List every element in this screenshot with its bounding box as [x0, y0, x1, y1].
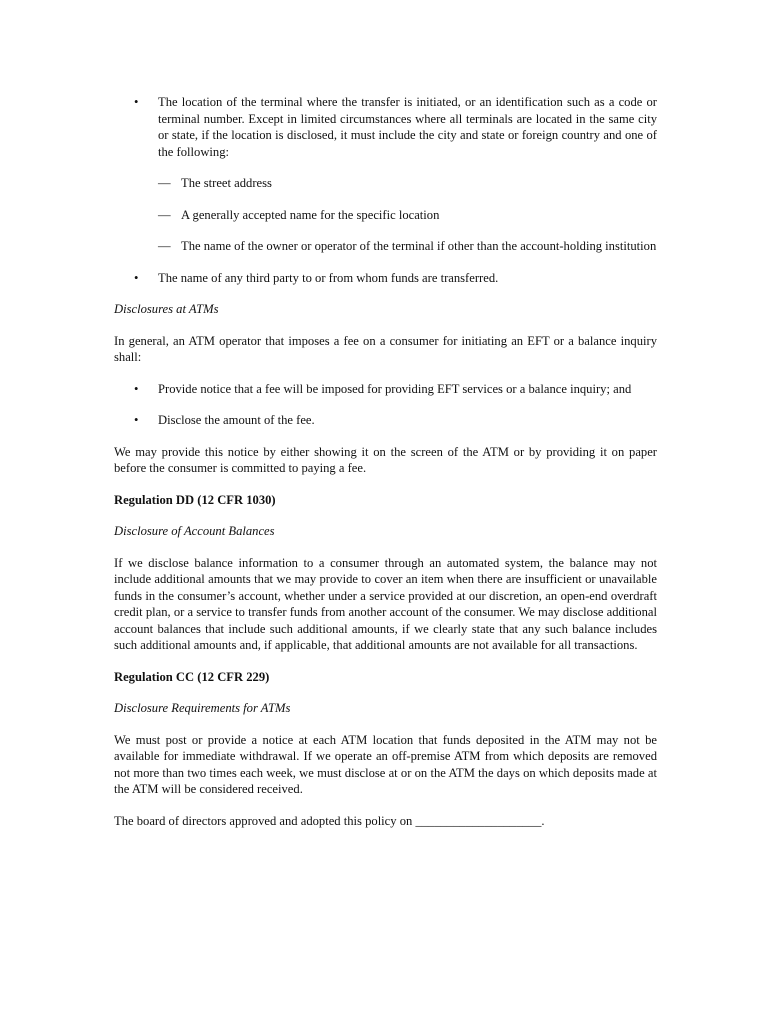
regulation-dd-title: Regulation DD (12 CFR 1030): [114, 492, 276, 507]
bullet-third-party: [114, 270, 657, 287]
dash-marker: —: [158, 239, 171, 253]
dash-text: A generally accepted name for the specific location: [181, 207, 440, 222]
bullet-fee-notice: [114, 381, 657, 398]
bullet-marker: •: [134, 413, 139, 427]
dash-marker: —: [158, 207, 171, 222]
atm-requirements-heading: Disclosure Requirements for ATMs: [114, 701, 291, 715]
bullet-fee-amount: [114, 412, 657, 429]
dash-item-location-name: [114, 207, 657, 224]
atm-disclosures-heading: Disclosures at ATMs: [114, 302, 219, 316]
dash-item-street-address: [114, 175, 657, 192]
dash-item-owner-operator: [114, 238, 657, 255]
bullet-text: Disclose the amount of the fee.: [158, 413, 315, 427]
bullet-marker: •: [134, 270, 139, 285]
bullet-terminal-location: [114, 94, 657, 160]
atm-requirements-paragraph: We must post or provide a notice at each ATM location that funds deposited in the ATM may not be available for immediate withdrawal. If we operate an off-premise ATM from which deposits are removed not more than two times each week, we must disclose at or on the ATM the days on which deposits made at the ATM will be considered received.: [114, 732, 657, 796]
dash-marker: —: [158, 176, 171, 190]
dash-text: The street address: [181, 176, 272, 190]
dash-text: The name of the owner or operator of the terminal if other than the account-holding institution: [181, 239, 657, 253]
regulation-cc-title: Regulation CC (12 CFR 229): [114, 669, 270, 684]
account-balances-paragraph: If we disclose balance information to a consumer through an automated system, the balance may not include additional amounts that we may provide to cover an item when there are insufficient or unavailable funds in the consumer’s account, whether under a service provided at our discretion, an open-end overdraft credit plan, or a service to transfer funds from another account of the consumer. We may disclose additional account balances that include such additional amounts, if we clearly state that any such balance includes such additional amounts and, if applicable, that additional amounts are not available for all transactions.: [114, 555, 657, 652]
account-balances-heading: Disclosure of Account Balances: [114, 524, 275, 538]
board-approval-line: The board of directors approved and adopted this policy on ____________________.: [114, 813, 545, 828]
bullet-text: The name of any third party to or from whom funds are transferred.: [158, 270, 499, 285]
atm-notice-paragraph: We may provide this notice by either showing it on the screen of the ATM or by providing it on paper before the consumer is committed to paying a fee.: [114, 444, 657, 475]
bullet-marker: •: [134, 95, 139, 109]
bullet-marker: •: [134, 381, 139, 396]
document-content: [114, 94, 657, 844]
bullet-text: The location of the terminal where the transfer is initiated, or an identification such as a code or terminal number. Except in limited circumstances where all terminals are located in the same city or state, if the location is disclosed, it must include the city and state or foreign country and one of the following:: [158, 95, 657, 159]
atm-disclosures-intro: In general, an ATM operator that imposes a fee on a consumer for initiating an EFT or a balance inquiry shall:: [114, 333, 657, 364]
bullet-text: Provide notice that a fee will be imposed for providing EFT services or a balance inquiry; and: [158, 381, 632, 396]
